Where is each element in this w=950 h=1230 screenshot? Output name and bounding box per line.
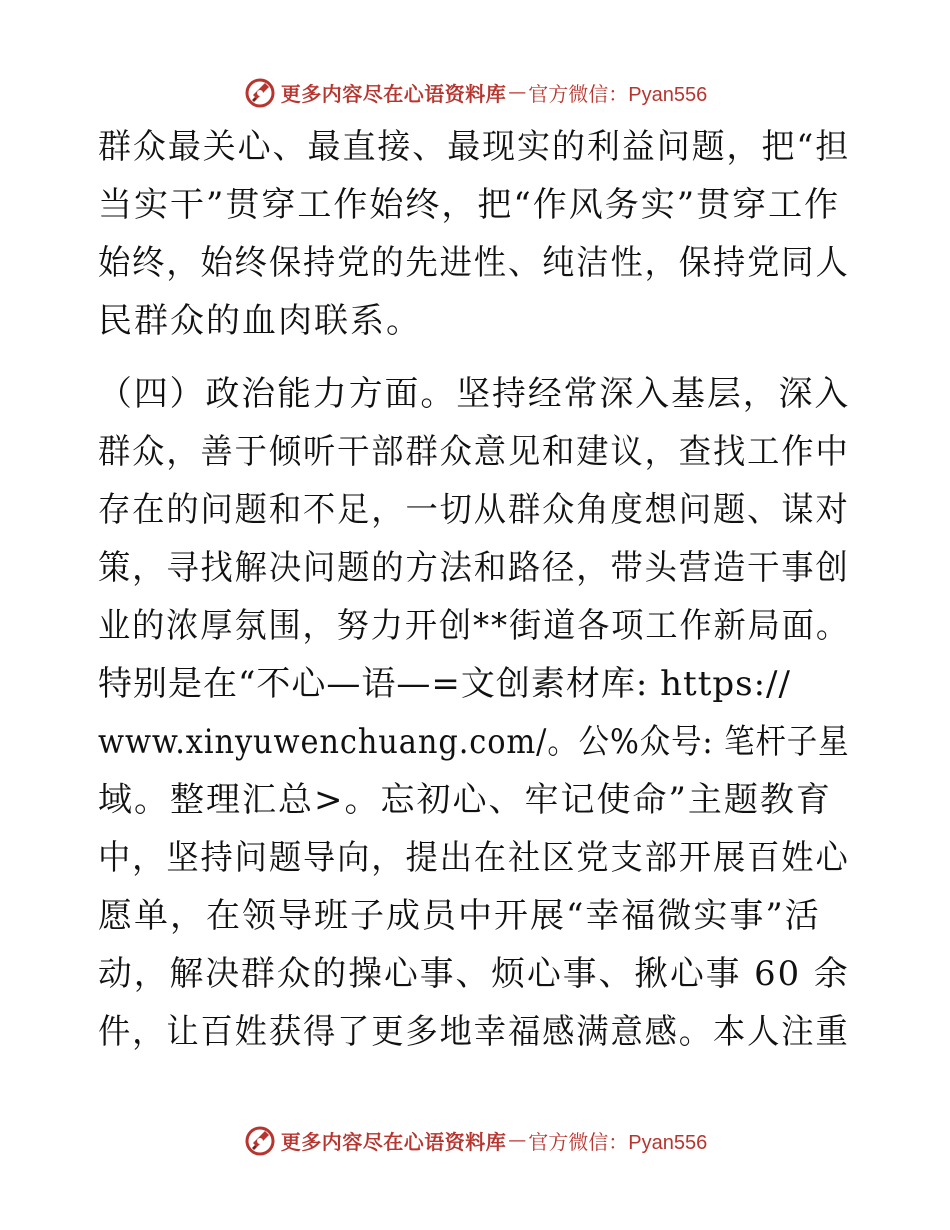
footer-banner-title: 更多内容尽在心语资料库 bbox=[280, 1129, 507, 1154]
footer-banner-dash: — bbox=[508, 1129, 527, 1151]
body-line: 特别是在“不心—语—=文创素材库: https:// bbox=[98, 664, 791, 704]
body-line: www.xinyuwenchuang.com/。公%众号: 笔杆子星 bbox=[98, 722, 850, 762]
body-line: 当实干”贯穿工作始终，把“作风务实”贯穿工作 bbox=[98, 185, 841, 225]
body-line: （四）政治能力方面。坚持经常深入基层，深入 bbox=[98, 374, 851, 414]
footer-banner-handle: 官方微信：Pyan556 bbox=[528, 1131, 708, 1154]
body-line: 件，让百姓获得了更多地幸福感满意感。本人注重 bbox=[98, 1012, 850, 1052]
body-line: 策，寻找解决问题的方法和路径，带头营造干事创 bbox=[98, 548, 850, 588]
body-line: 群众，善于倾听干部群众意见和建议，查找工作中 bbox=[98, 432, 850, 472]
body-line: 存在的问题和不足，一切从群众角度想问题、谋对 bbox=[98, 490, 850, 530]
body-line: 域。整理汇总>。忘初心、牢记使命”主题教育 bbox=[98, 780, 832, 820]
body-line: 动，解决群众的操心事、烦心事、揪心事 60 余 bbox=[98, 954, 850, 994]
body-line: 民群众的血肉联系。 bbox=[98, 301, 422, 341]
header-banner-dash: — bbox=[508, 81, 527, 103]
body-line: 中，坚持问题导向，提出在社区党支部开展百姓心 bbox=[98, 838, 850, 878]
brand-logo-icon bbox=[243, 1123, 277, 1157]
body-line: 始终，始终保持党的先进性、纯洁性，保持党同人 bbox=[98, 243, 850, 283]
footer-banner bbox=[0, 1120, 950, 1160]
body-line: 愿单，在领导班子成员中开展“幸福微实事”活 bbox=[98, 896, 821, 936]
body-line: 业的浓厚氛围，努力开创**街道各项工作新局面。 bbox=[98, 606, 850, 646]
header-banner-handle: 官方微信：Pyan556 bbox=[528, 83, 708, 106]
body-line: 群众最关心、最直接、最现实的利益问题，把“担 bbox=[98, 127, 851, 167]
header-banner-title: 更多内容尽在心语资料库 bbox=[280, 81, 507, 106]
